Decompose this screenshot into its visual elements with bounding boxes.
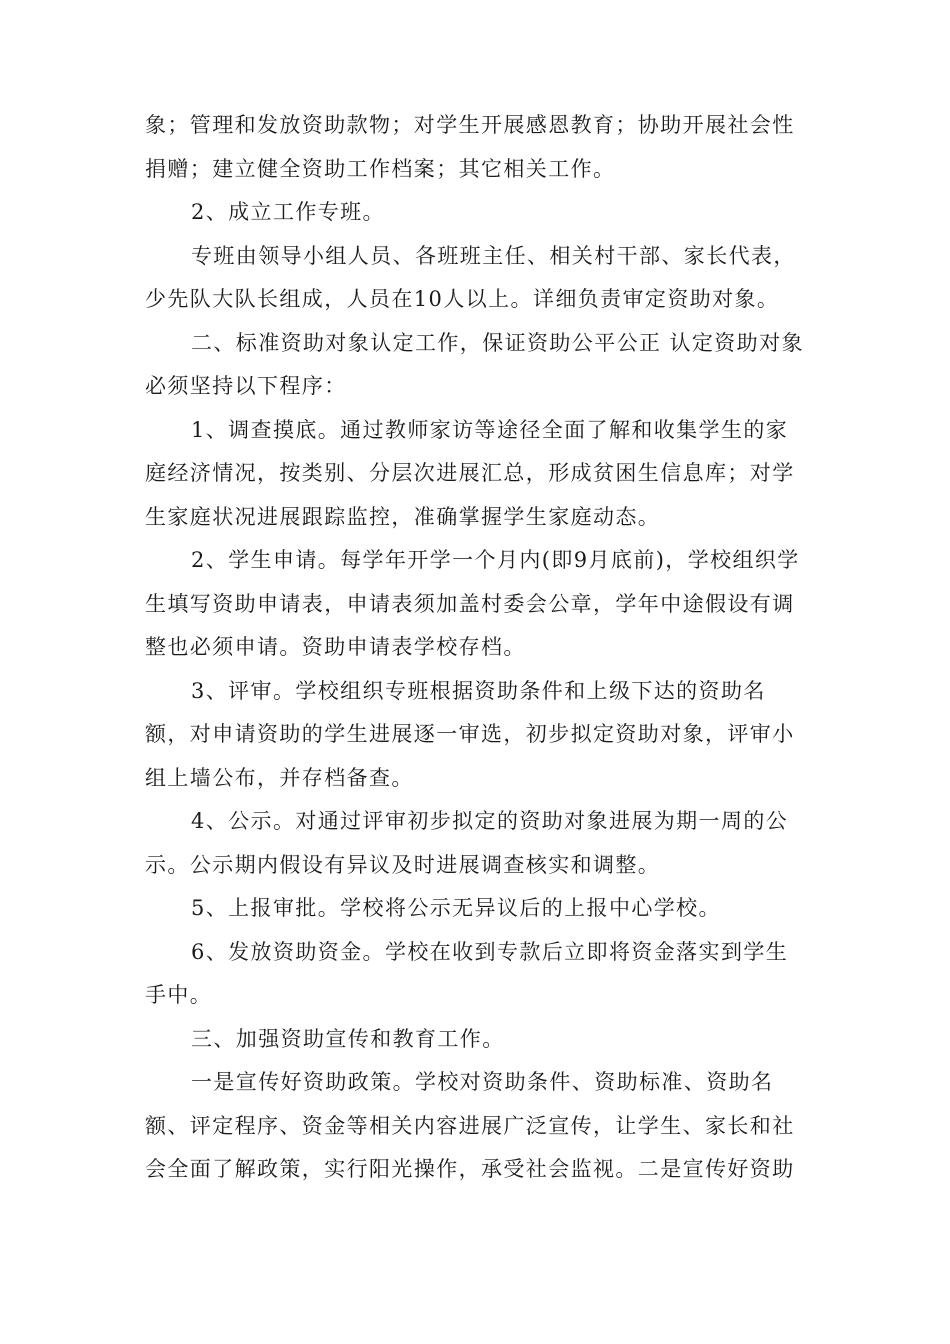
paragraph-step-4-publicity: 4、公示。对通过评审初步拟定的资助对象进展为期一周的公示。公示期内假设有异议及时进展调查核实和调整。 [145, 809, 789, 877]
paragraph-step-3-review: 3、评审。学校组织专班根据资助条件和上级下达的资助名额，对申请资助的学生进展逐一审选，初步拟定资助对象，评审小组上墙公布，并存档备查。 [145, 678, 795, 790]
paragraph-section-2-heading: 二、标准资助对象认定工作，保证资助公平公正 认定资助对象必须坚持以下程序： [145, 330, 804, 398]
paragraph-workgroup-detail: 专班由领导小组人员、各班班主任、相关村干部、家长代表，少先队大队长组成，人员在10人以上。详细负责审定资助对象。 [145, 243, 796, 311]
paragraph-continuation: 象；管理和发放资助款物；对学生开展感恩教育；协助开展社会性捐赠；建立健全资助工作档案；其它相关工作。 [145, 113, 795, 181]
paragraph-step-6-disbursement: 6、发放资助资金。学校在收到专款后立即将资金落实到学生手中。 [145, 939, 789, 1007]
paragraph-step-1-survey: 1、调查摸底。通过教师家访等途径全面了解和收集学生的家庭经济情况，按类别、分层次进展汇总，形成贫困生信息库；对学生家庭状况进展跟踪监控，准确掌握学生家庭动态。 [145, 417, 795, 529]
paragraph-step-5-approval: 5、上报审批。学校将公示无异议后的上报中心学校。 [191, 896, 721, 920]
paragraph-step-2-application: 2、学生申请。每学年开学一个月内(即9月底前)，学校组织学生填写资助申请表，申请表须加盖村委会公章，学年中途假设有调整也必须申请。资助申请表学校存档。 [145, 548, 800, 659]
document-body [145, 104, 810, 1192]
paragraph-section-3-detail: 一是宣传好资助政策。学校对资助条件、资助标准、资助名额、评定程序、资金等相关内容进展广泛宣传，让学生、家长和社会全面了解政策，实行阳光操作，承受社会监视。二是宣传好资助 [145, 1070, 795, 1181]
paragraph-section-3-heading: 三、加强资助宣传和教育工作。 [191, 1026, 505, 1051]
paragraph-item-2-workgroup: 2、成立工作专班。 [191, 200, 385, 224]
